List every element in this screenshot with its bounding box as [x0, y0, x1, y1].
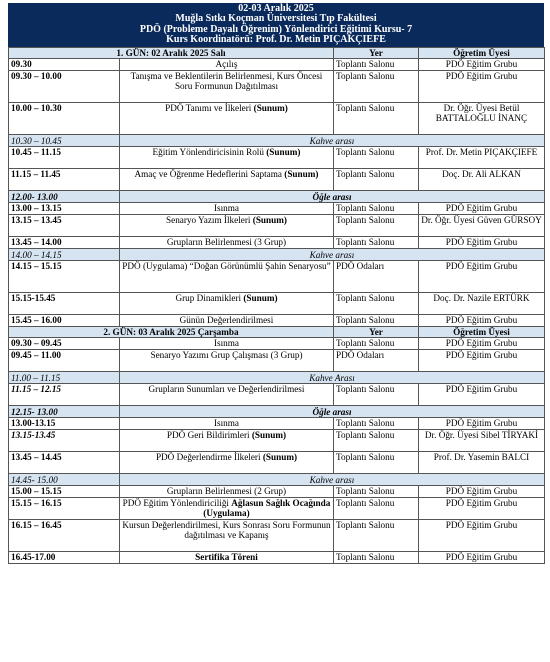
row-time: 15.15 – 16.15: [9, 498, 120, 520]
row-location: Toplantı Salonu: [334, 552, 419, 564]
activity-text: PDÖ Değerlendirme İlkeleri: [155, 452, 261, 463]
row-teacher: PDÖ Eğitim Grubu: [419, 261, 545, 293]
row-time: 10.45 – 11.15: [9, 147, 120, 169]
row-location: Toplantı Salonu: [334, 315, 419, 327]
schedule-row: [9, 203, 545, 215]
row-location: Toplantı Salonu: [334, 430, 419, 452]
activity-format: Ağlasun Sağlık Ocağında (Uygulama): [203, 498, 331, 519]
row-activity: [120, 486, 334, 498]
row-time: 16.15 – 16.45: [9, 520, 120, 552]
activity-format: (Sunum): [253, 103, 288, 114]
row-teacher: Dr. Öğr. Üyesi Betül BATTALOĞLU İNANÇ: [419, 103, 545, 135]
row-activity: [120, 169, 334, 191]
row-teacher: Dr. Öğr. Üyesi Sibel TİRYAKİ: [419, 430, 545, 452]
break-row: [9, 191, 545, 203]
row-activity: [120, 103, 334, 135]
row-teacher: PDÖ Eğitim Grubu: [419, 338, 545, 350]
break-label: Öğle arası: [120, 191, 545, 203]
schedule-row: [9, 418, 545, 430]
activity-text: Senaryo Yazım İlkeleri: [166, 215, 251, 226]
row-teacher: PDÖ Eğitim Grubu: [419, 498, 545, 520]
row-teacher: Doç. Dr. Ali ALKAN: [419, 169, 545, 191]
row-location: Toplantı Salonu: [334, 418, 419, 430]
row-activity: [120, 237, 334, 249]
activity-text: Isınma: [213, 418, 239, 429]
break-label: Öğle arası: [120, 406, 545, 418]
row-activity: [120, 261, 334, 293]
break-row: [9, 474, 545, 486]
activity-format: (Sunum): [262, 452, 298, 463]
row-teacher: PDÖ Eğitim Grubu: [419, 203, 545, 215]
schedule-row: [9, 486, 545, 498]
row-activity: [120, 498, 334, 520]
col-location-header: Yer: [334, 327, 419, 338]
activity-format: (Sunum): [243, 293, 278, 304]
row-activity: [120, 71, 334, 103]
schedule-row: [9, 498, 545, 520]
activity-text: Eğitim Yönlendiricisinin Rolü: [152, 147, 264, 158]
row-time: 09.45 – 11.00: [9, 350, 120, 372]
header-faculty: Muğla Sıtkı Koçman Üniversitesi Tıp Fakültesi: [175, 13, 377, 25]
row-location: Toplantı Salonu: [334, 103, 419, 135]
activity-text: Grupların Sunumları ve Değerlendirilmesi: [148, 384, 305, 395]
row-activity: [120, 384, 334, 406]
activity-text: Grupların Belirlenmesi (2 Grup): [166, 486, 287, 497]
row-time: 15.15-15.45: [9, 293, 120, 315]
row-location: Toplantı Salonu: [334, 147, 419, 169]
break-time: 11.00 – 11.15: [9, 372, 120, 384]
break-label: Kahve arası: [120, 474, 545, 486]
schedule-row: [9, 103, 545, 135]
break-time: 14.45- 15.00: [9, 474, 120, 486]
schedule-row: [9, 338, 545, 350]
schedule-row: [9, 293, 545, 315]
row-location: Toplantı Salonu: [334, 486, 419, 498]
row-activity: [120, 520, 334, 552]
activity-text: Senaryo Yazımı Grup Çalışması (3 Grup): [150, 350, 303, 361]
schedule-row: [9, 452, 545, 474]
schedule-row: [9, 237, 545, 249]
row-location: Toplantı Salonu: [334, 71, 419, 103]
row-time: 13.15 – 13.45: [9, 215, 120, 237]
break-row: [9, 135, 545, 147]
row-time: 10.00 – 10.30: [9, 103, 120, 135]
row-activity: [120, 338, 334, 350]
row-activity: [120, 350, 334, 372]
row-teacher: PDÖ Eğitim Grubu: [419, 315, 545, 327]
row-time: 09.30: [9, 59, 120, 71]
break-time: 10.30 – 10.45: [9, 135, 120, 147]
row-activity: [120, 147, 334, 169]
row-teacher: Doç. Dr. Nazile ERTÜRK: [419, 293, 545, 315]
document-header: [8, 3, 544, 47]
day-title: 2. GÜN: 03 Aralık 2025 Çarşamba: [9, 327, 334, 338]
day-title: 1. GÜN: 02 Aralık 2025 Salı: [9, 48, 334, 59]
row-activity: [120, 59, 334, 71]
schedule-row: [9, 315, 545, 327]
break-row: [9, 249, 545, 261]
break-row: [9, 372, 545, 384]
col-teacher-header: Öğretim Üyesi: [419, 327, 545, 338]
row-activity: [120, 418, 334, 430]
activity-text: Kursun Değerlendirilmesi, Kurs Sonrası Soru Formunun dağıtılması ve Kapanış: [122, 520, 331, 541]
activity-format: (Sunum): [252, 215, 287, 226]
row-teacher: PDÖ Eğitim Grubu: [419, 71, 545, 103]
row-time: 13.00 – 13.15: [9, 203, 120, 215]
header-date: 02-03 Aralık 2025: [238, 3, 314, 14]
col-location-header: Yer: [334, 48, 419, 59]
break-label: Kahve arası: [120, 249, 545, 261]
break-label: Kahve Arası: [120, 372, 545, 384]
break-row: [9, 406, 545, 418]
day-header-row: [9, 327, 545, 338]
row-location: Toplantı Salonu: [334, 384, 419, 406]
row-teacher: PDÖ Eğitim Grubu: [419, 59, 545, 71]
schedule-row: [9, 552, 545, 564]
row-time: 13.15-13.45: [9, 430, 120, 452]
activity-text: Grup Dinamikleri: [175, 293, 242, 304]
schedule-sheet: [8, 3, 544, 564]
schedule-row: [9, 147, 545, 169]
row-time: 13.45 – 14.45: [9, 452, 120, 474]
activity-text: PDÖ Geri Bildirimleri: [166, 430, 250, 441]
row-activity: [120, 215, 334, 237]
row-teacher: PDÖ Eğitim Grubu: [419, 384, 545, 406]
activity-text: Isınma: [213, 203, 239, 214]
row-location: Toplantı Salonu: [334, 203, 419, 215]
row-activity: [120, 552, 334, 564]
row-teacher: Dr. Öğr. Üyesi Güven GÜRSOY: [419, 215, 545, 237]
activity-text: PDÖ Tanımı ve İlkeleri: [165, 103, 252, 114]
row-teacher: PDÖ Eğitim Grubu: [419, 520, 545, 552]
row-teacher: PDÖ Eğitim Grubu: [419, 237, 545, 249]
row-time: 14.15 – 15.15: [9, 261, 120, 293]
row-teacher: PDÖ Eğitim Grubu: [419, 350, 545, 372]
row-location: Toplantı Salonu: [334, 215, 419, 237]
row-teacher: Prof. Dr. Yasemin BALCI: [419, 452, 545, 474]
schedule-table: [8, 47, 545, 564]
row-location: Toplantı Salonu: [334, 338, 419, 350]
row-location: Toplantı Salonu: [334, 59, 419, 71]
row-activity: [120, 203, 334, 215]
schedule-body: [9, 48, 545, 564]
activity-text: Isınma: [213, 338, 239, 349]
activity-text: Sertifika Töreni: [195, 552, 258, 563]
row-activity: [120, 315, 334, 327]
row-location: Toplantı Salonu: [334, 452, 419, 474]
row-activity: [120, 430, 334, 452]
row-time: 16.45-17.00: [9, 552, 120, 564]
row-activity: [120, 452, 334, 474]
row-activity: [120, 293, 334, 315]
row-time: 13.00-13.15: [9, 418, 120, 430]
row-location: Toplantı Salonu: [334, 237, 419, 249]
row-time: 09.30 – 09.45: [9, 338, 120, 350]
row-time: 13.45 – 14.00: [9, 237, 120, 249]
break-time: 14.00 – 14.15: [9, 249, 120, 261]
row-teacher: PDÖ Eğitim Grubu: [419, 552, 545, 564]
activity-text: Amaç ve Öğrenme Hedeflerini Saptama: [134, 169, 282, 180]
schedule-row: [9, 384, 545, 406]
row-teacher: PDÖ Eğitim Grubu: [419, 486, 545, 498]
activity-format: (Sunum): [251, 430, 287, 441]
break-time: 12.00- 13.00: [9, 191, 120, 203]
break-label: Kahve arası: [120, 135, 545, 147]
row-location: PDÖ Odaları: [334, 261, 419, 293]
col-teacher-header: Öğretim Üyesi: [419, 48, 545, 59]
row-time: 09.30 – 10.00: [9, 71, 120, 103]
schedule-row: [9, 71, 545, 103]
activity-text: Grupların Belirlenmesi (3 Grup): [166, 237, 287, 248]
header-coordinator: Kurs Koordinatörü: Prof. Dr. Metin PIÇAKÇIEFE: [166, 33, 386, 45]
day-header-row: [9, 48, 545, 59]
activity-text: PDÖ (Uygulama) “Doğan Görünümlü Şahin Senaryosu”: [122, 261, 331, 272]
row-location: Toplantı Salonu: [334, 520, 419, 552]
activity-text: Tanışma ve Beklentilerin Belirlenmesi, Kurs Öncesi Soru Formunun Dağıtılması: [130, 71, 323, 92]
schedule-row: [9, 215, 545, 237]
activity-format: (Sunum): [284, 169, 319, 180]
schedule-row: [9, 261, 545, 293]
activity-format: (Sunum): [266, 147, 301, 158]
row-location: PDÖ Odaları: [334, 350, 419, 372]
schedule-row: [9, 520, 545, 552]
row-location: Toplantı Salonu: [334, 498, 419, 520]
schedule-row: [9, 59, 545, 71]
row-time: 11.15 – 11.45: [9, 169, 120, 191]
row-time: 11.15 – 12.15: [9, 384, 120, 406]
row-location: Toplantı Salonu: [334, 293, 419, 315]
schedule-row: [9, 350, 545, 372]
row-teacher: Prof. Dr. Metin PIÇAKÇIEFE: [419, 147, 545, 169]
activity-text: Günün Değerlendirilmesi: [179, 315, 274, 326]
activity-text: Açılış: [215, 59, 238, 70]
row-location: Toplantı Salonu: [334, 169, 419, 191]
row-time: 15.45 – 16.00: [9, 315, 120, 327]
row-time: 15.00 – 15.15: [9, 486, 120, 498]
header-course-title: PDÖ (Probleme Dayalı Öğrenim) Yönlendirici Eğitimi Kursu- 7: [139, 23, 413, 35]
schedule-row: [9, 169, 545, 191]
schedule-row: [9, 430, 545, 452]
break-time: 12.15- 13.00: [9, 406, 120, 418]
row-teacher: PDÖ Eğitim Grubu: [419, 418, 545, 430]
activity-text: PDÖ Eğitim Yönlendiriciliği: [122, 498, 229, 509]
